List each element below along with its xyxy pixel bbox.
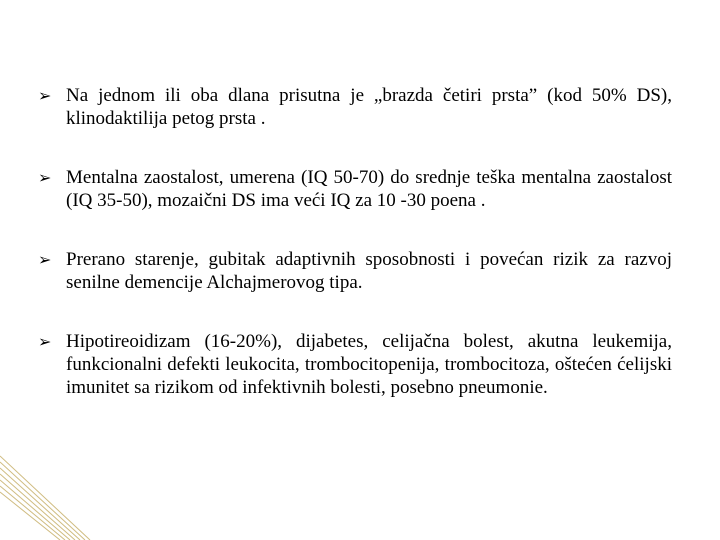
corner-decoration-lines	[0, 456, 90, 540]
corner-decoration-line	[0, 468, 80, 540]
bullet-text-2: Mentalna zaostalost, umerena (IQ 50-70) do srednje teška mentalna zaostalost (IQ 35-50), mozaični DS ima veći IQ za 10 -30 poena .	[66, 167, 672, 211]
corner-decoration-line	[0, 474, 75, 540]
arrow-bullet-icon: ➢	[38, 86, 52, 105]
corner-decoration-line	[0, 492, 60, 540]
bullet-item-3	[38, 248, 672, 294]
corner-decoration-line	[0, 462, 85, 540]
bullet-text-3: Prerano starenje, gubitak adaptivnih sposobnosti i povećan rizik za razvoj senilne demencije Alchajmerovog tipa.	[66, 249, 672, 293]
arrow-bullet-icon: ➢	[38, 332, 52, 351]
corner-decoration-line	[0, 480, 70, 540]
bullet-item-2	[38, 166, 672, 212]
corner-decoration-line	[0, 456, 90, 540]
bullet-item-1	[38, 84, 672, 130]
corner-decoration-line	[0, 486, 65, 540]
bullet-text-4: Hipotireoidizam (16-20%), dijabetes, celijačna bolest, akutna leukemija, funkcionalni defekti leukocita, trombocitopenija, trombocitoza, oštećen ćelijski imunitet sa rizikom od infektivnih bolesti, posebno pneumonie.	[66, 331, 672, 398]
arrow-bullet-icon: ➢	[38, 168, 52, 187]
bullet-item-4	[38, 330, 672, 399]
arrow-bullet-icon: ➢	[38, 250, 52, 269]
bullet-list	[38, 84, 672, 399]
bullet-text-1: Na jednom ili oba dlana prisutna je „brazda četiri prsta” (kod 50% DS), klinodaktilija petog prsta .	[66, 85, 672, 129]
